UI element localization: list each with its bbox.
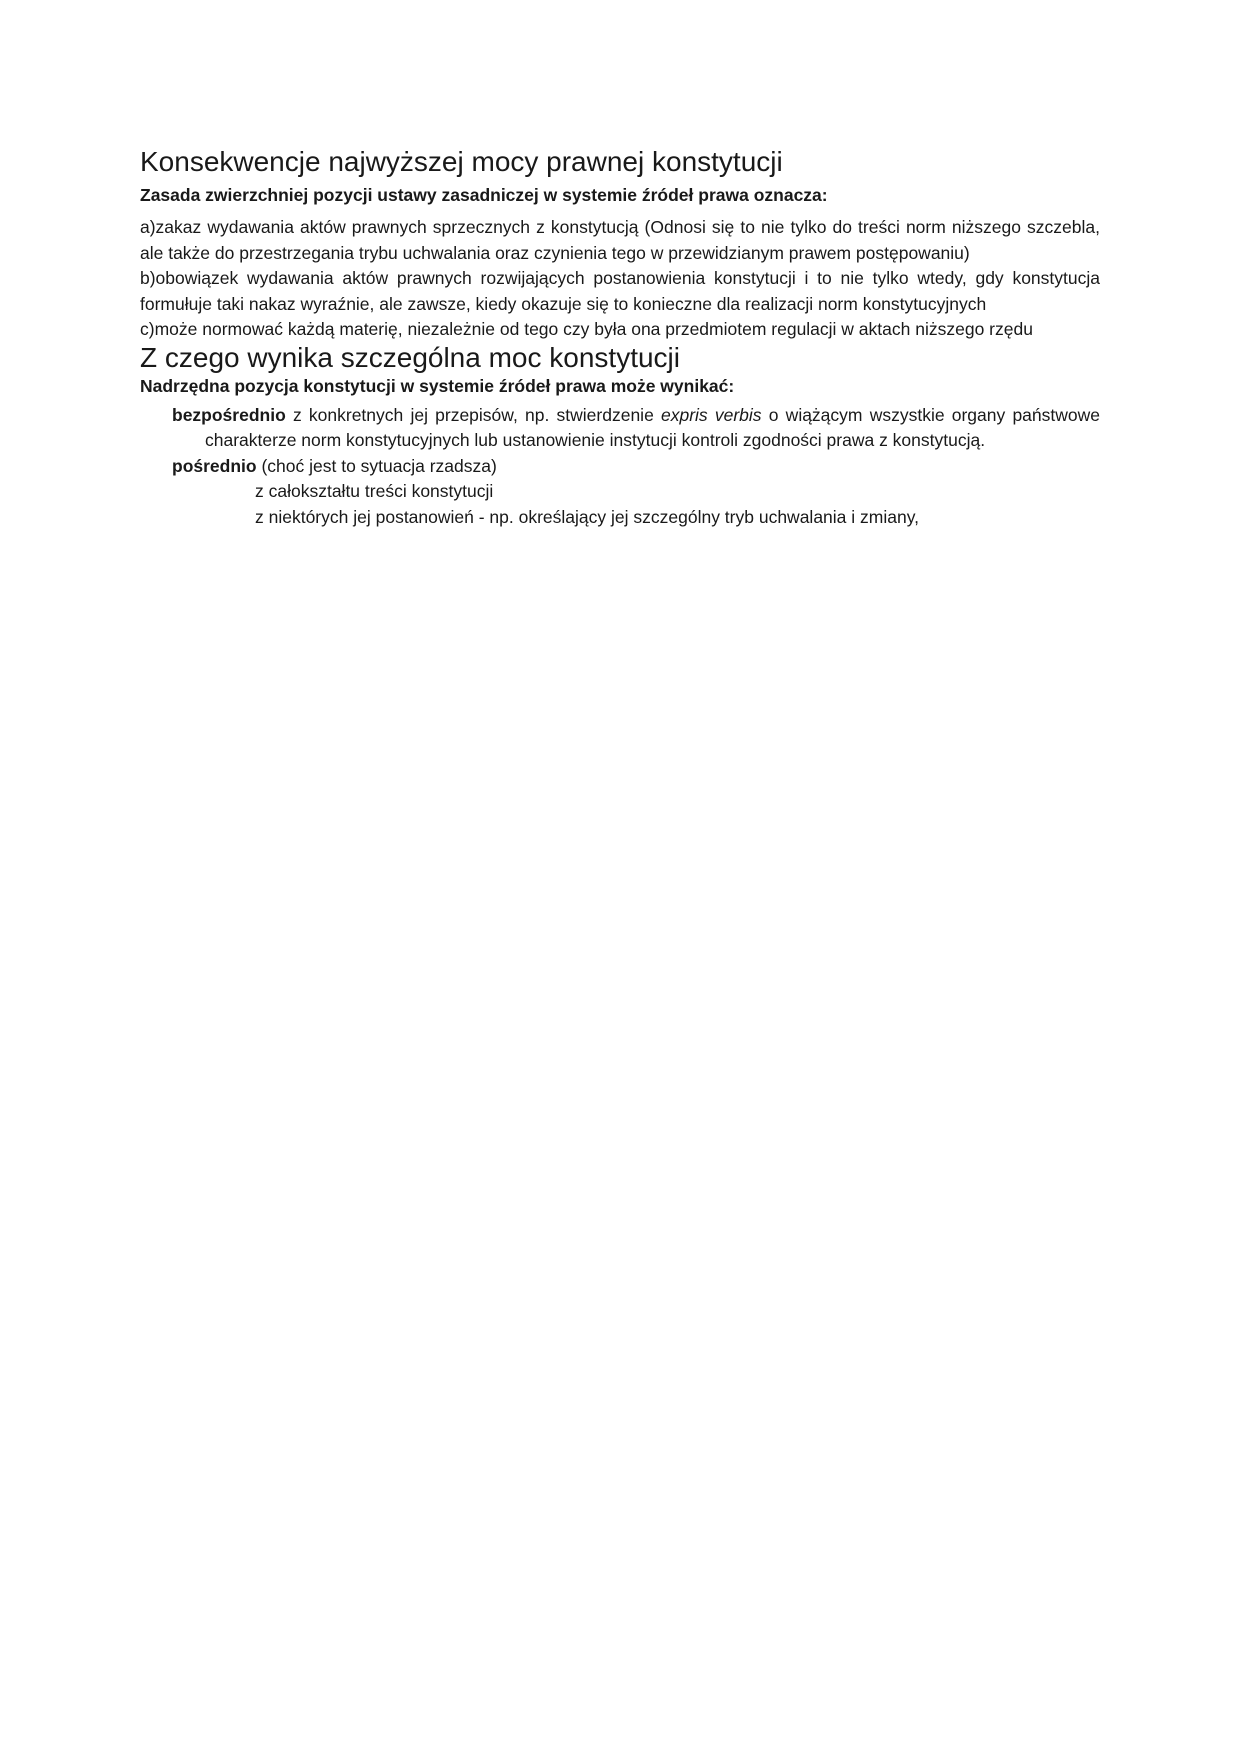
section1-heading: Konsekwencje najwyższej mocy prawnej konstytucji [140,146,783,177]
document-content [140,145,1100,530]
section1-lead: Zasada zwierzchniej pozycji ustawy zasadniczej w systemie źródeł prawa oznacza: [140,185,828,205]
list-item-indirect [140,454,1100,480]
term-posrednio: pośrednio [172,455,257,476]
section2-lead: Nadrzędna pozycja konstytucji w systemie źródeł prawa może wynikać: [140,375,735,396]
list-item-direct [140,403,1100,454]
latin-phrase: expris verbis [661,404,762,425]
paragraph-a: a)zakaz wydawania aktów prawnych sprzecznych z konstytucją (Odnosi się to nie tylko do treści norm niższego szczebla, ale także do przestrzegania trybu uchwalania oraz czynienia tego w przewidzianym prawem postępowaniu) [140,217,1100,263]
item-direct-text-after: o wiążącym wszystkie organy państwowe charakterze norm konstytucyjnych lub ustanowienie instytucji kontroli zgodności prawa z konstytucją. [205,404,1101,450]
sub-item-2: z niektórych jej postanowień - np. określający jej szczególny tryb uchwalania i zmiany, [255,506,920,527]
term-bezposrednio: bezpośrednio [172,404,286,425]
item-indirect-text: (choć jest to sytuacja rzadsza) [256,455,497,476]
section2-heading: Z czego wynika szczególna moc konstytucji [140,341,680,373]
item-direct-text-before: z konkretnych jej przepisów, np. stwierdzenie [285,404,661,425]
paragraph-c: c)może normować każdą materię, niezależnie od tego czy była ona przedmiotem regulacji w aktach niższego rzędu [140,319,1033,339]
paragraph-b: b)obowiązek wydawania aktów prawnych rozwijających postanowienia konstytucji i to nie tylko wtedy, gdy konstytucja formułuje taki nakaz wyraźnie, ale zawsze, kiedy okazuje się to konieczne dla realizacji norm konstytucyjnych [140,268,1100,314]
sub-item-1: z całokształtu treści konstytucji [255,481,494,501]
